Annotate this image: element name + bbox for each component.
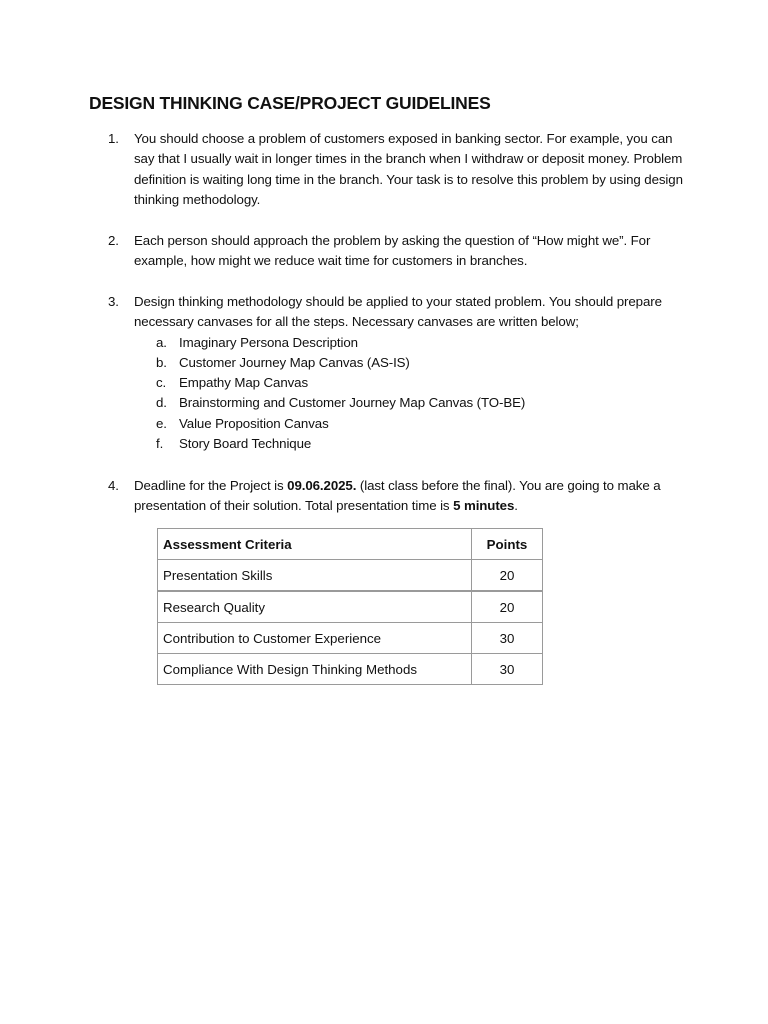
table-header-row xyxy=(158,529,543,560)
sentence-end: . xyxy=(514,498,518,514)
item-text: Design thinking methodology should be applied to your stated problem. You should prepare necessary canvases for all the steps. Necessary canvases are written below; xyxy=(134,294,662,330)
criteria-cell: Compliance With Design Thinking Methods xyxy=(158,654,472,685)
sub-item-letter: f. xyxy=(156,436,164,452)
item-text: You should choose a problem of customers exposed in banking sector. For example, you can say that I usually wait in longer times in the branch when I withdraw or deposit money. Problem definition is waiting long time in the branch. Your task is to resolve this problem by using design thinking methodology. xyxy=(134,131,683,207)
sub-item-text: Brainstorming and Customer Journey Map Canvas (TO-BE) xyxy=(179,395,526,411)
sub-item-letter: b. xyxy=(156,354,167,370)
item-number: 1. xyxy=(108,131,119,146)
criteria-cell: Presentation Skills xyxy=(158,560,472,592)
item-number: 3. xyxy=(108,294,119,309)
sub-list-item xyxy=(134,373,693,393)
sub-item-letter: e. xyxy=(156,415,167,431)
item-text xyxy=(134,476,693,517)
header-criteria: Assessment Criteria xyxy=(158,529,472,560)
item-number: 4. xyxy=(108,478,119,493)
criteria-cell: Research Quality xyxy=(158,591,472,623)
item-number: 2. xyxy=(108,233,119,248)
sub-item-text: Story Board Technique xyxy=(179,436,312,452)
deadline-intro: Deadline for the Project is xyxy=(134,478,288,493)
item-text: Each person should approach the problem by asking the question of “How might we”. For example, how might we reduce wait time for customers in branches. xyxy=(134,233,651,269)
sub-item-text: Imaginary Persona Description xyxy=(179,334,358,350)
table-row xyxy=(158,560,543,592)
list-item xyxy=(108,129,693,210)
criteria-cell: Contribution to Customer Experience xyxy=(158,623,472,654)
sub-item-letter: d. xyxy=(156,395,167,411)
points-cell: 20 xyxy=(472,560,543,592)
sub-item-text: Value Proposition Canvas xyxy=(179,415,329,431)
points-cell: 20 xyxy=(472,591,543,623)
list-item xyxy=(108,476,693,517)
assessment-table xyxy=(157,528,543,685)
sub-item-text: Customer Journey Map Canvas (AS-IS) xyxy=(179,354,410,370)
sub-item-letter: a. xyxy=(156,334,167,350)
canvas-list xyxy=(134,333,693,455)
header-points: Points xyxy=(472,529,543,560)
sub-list-item xyxy=(134,414,693,434)
sub-list-item xyxy=(134,333,693,353)
list-item xyxy=(108,231,693,272)
sub-item-text: Empathy Map Canvas xyxy=(179,375,309,391)
sub-list-item xyxy=(134,434,693,454)
presentation-duration: 5 minutes xyxy=(453,498,515,514)
list-item xyxy=(108,292,693,454)
sub-list-item xyxy=(134,393,693,413)
table-row xyxy=(158,654,543,685)
table-row xyxy=(158,591,543,623)
deadline-date: 09.06.2025. xyxy=(287,478,357,493)
sub-list-item xyxy=(134,353,693,373)
table-row xyxy=(158,623,543,654)
page-title: DESIGN THINKING CASE/PROJECT GUIDELINES xyxy=(89,93,491,113)
points-cell: 30 xyxy=(472,623,543,654)
sub-item-letter: c. xyxy=(156,375,167,391)
deadline-details: (last class before the final). You are going to make a presentation of their solution. Total presentation time is xyxy=(134,478,661,514)
points-cell: 30 xyxy=(472,654,543,685)
